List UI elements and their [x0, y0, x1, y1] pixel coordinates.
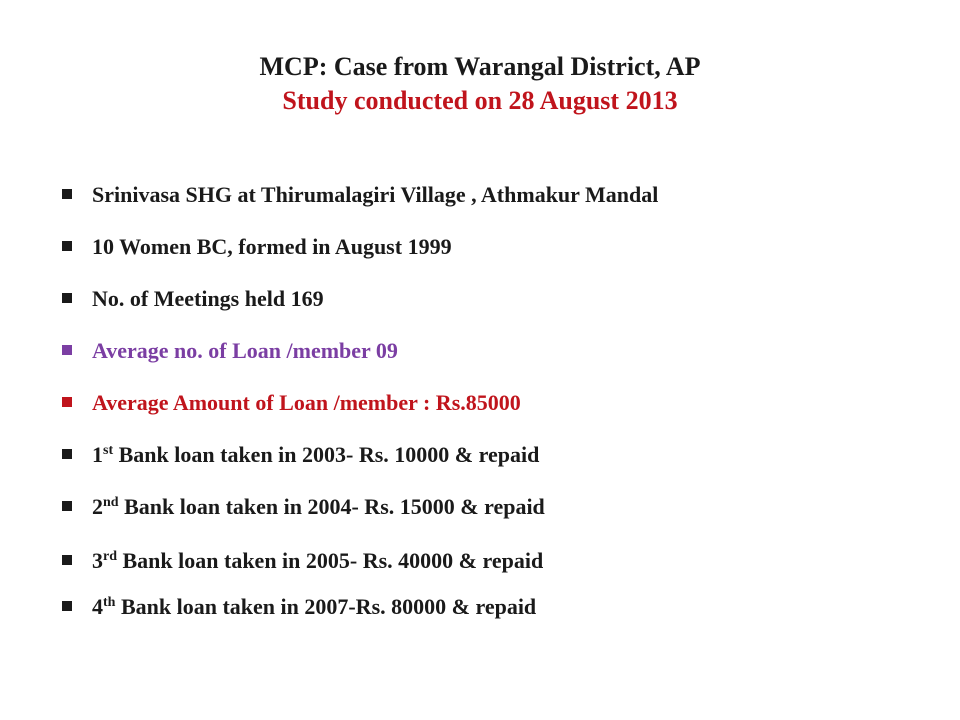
square-bullet-icon: [62, 293, 72, 303]
bullet-text: Bank loan taken in 2005- Rs. 40000 & repaid: [117, 548, 544, 573]
bullet-shg-location: [62, 180, 658, 210]
loan-ordinal-suffix: nd: [103, 495, 119, 510]
bullet-text: 10 Women BC, formed in August 1999: [92, 234, 452, 259]
bullet-first-loan: [62, 440, 539, 470]
loan-ordinal-suffix: st: [103, 443, 114, 458]
bullet-text: Average Amount of Loan /member : Rs.85000: [92, 390, 521, 415]
loan-ordinal-number: 3: [92, 548, 103, 573]
square-bullet-icon: [62, 449, 72, 459]
bullet-text: Bank loan taken in 2004- Rs. 15000 & repaid: [118, 494, 545, 519]
square-bullet-icon: [62, 601, 72, 611]
title-block: [0, 50, 960, 118]
bullet-avg-loans: [62, 336, 398, 366]
bullet-text: No. of Meetings held 169: [92, 286, 324, 311]
square-bullet-icon: [62, 241, 72, 251]
loan-ordinal-suffix: th: [103, 595, 116, 610]
bullet-second-loan: [62, 492, 545, 522]
bullet-meetings: [62, 284, 324, 314]
bullet-text: Bank loan taken in 2003- Rs. 10000 & repaid: [113, 442, 540, 467]
slide-title: MCP: Case from Warangal District, AP: [259, 52, 701, 81]
loan-ordinal-number: 1: [92, 442, 103, 467]
loan-ordinal-number: 4: [92, 594, 103, 619]
bullet-third-loan: [62, 546, 543, 576]
bullet-text: Bank loan taken in 2007-Rs. 80000 & repaid: [115, 594, 537, 619]
square-bullet-icon: [62, 555, 72, 565]
loan-ordinal-number: 2: [92, 494, 103, 519]
square-bullet-icon: [62, 397, 72, 407]
square-bullet-icon: [62, 189, 72, 199]
square-bullet-icon: [62, 345, 72, 355]
bullet-text: Srinivasa SHG at Thirumalagiri Village , Athmakur Mandal: [92, 182, 659, 207]
slide-subtitle: Study conducted on 28 August 2013: [282, 86, 678, 115]
loan-ordinal-suffix: rd: [103, 549, 117, 564]
bullet-members-formed: [62, 232, 452, 262]
bullet-text: Average no. of Loan /member 09: [92, 338, 398, 363]
bullet-fourth-loan: [62, 592, 536, 622]
bullet-avg-amount: [62, 388, 521, 418]
square-bullet-icon: [62, 501, 72, 511]
